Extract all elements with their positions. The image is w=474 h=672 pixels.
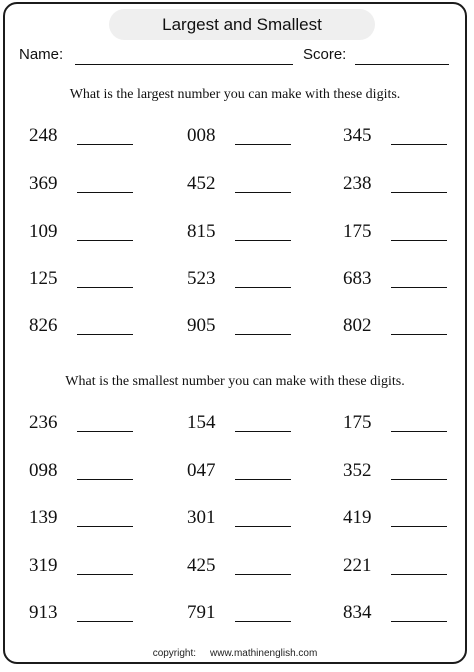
answer-line (77, 287, 133, 288)
digit-number: 352 (343, 460, 372, 481)
answer-line (391, 334, 447, 335)
answer-line (391, 287, 447, 288)
digit-number: 791 (187, 602, 216, 623)
problem-row (5, 411, 465, 435)
answer-line (77, 334, 133, 335)
digit-number: 098 (29, 460, 58, 481)
answer-line (235, 192, 291, 193)
answer-line (391, 240, 447, 241)
digit-number: 452 (187, 173, 216, 194)
digit-number: 139 (29, 507, 58, 528)
digit-number: 301 (187, 507, 216, 528)
answer-line (391, 479, 447, 480)
answer-line (391, 574, 447, 575)
largest-instruction: What is the largest number you can make with these digits. (69, 87, 401, 102)
problem-row (5, 601, 465, 625)
answer-line (235, 479, 291, 480)
answer-line (391, 144, 447, 145)
problem-row (5, 554, 465, 578)
answer-line (77, 144, 133, 145)
worksheet-title: Largest and Smallest (109, 9, 375, 40)
answer-line (235, 287, 291, 288)
problem-row (5, 459, 465, 483)
digit-number: 913 (29, 602, 58, 623)
digit-number: 008 (187, 125, 216, 146)
problem-row (5, 314, 465, 338)
answer-line (235, 526, 291, 527)
digit-number: 369 (29, 173, 58, 194)
problem-row (5, 267, 465, 291)
answer-line (391, 192, 447, 193)
answer-line (391, 526, 447, 527)
digit-number: 834 (343, 602, 372, 623)
digit-number: 154 (187, 412, 216, 433)
digit-number: 175 (343, 221, 372, 242)
score-blank-line (355, 64, 449, 65)
answer-line (77, 621, 133, 622)
digit-number: 238 (343, 173, 372, 194)
digit-number: 419 (343, 507, 372, 528)
digit-number: 523 (187, 268, 216, 289)
answer-line (391, 431, 447, 432)
digit-number: 345 (343, 125, 372, 146)
digit-number: 047 (187, 460, 216, 481)
answer-line (235, 334, 291, 335)
copyright-label: copyright: (152, 648, 197, 659)
digit-number: 248 (29, 125, 58, 146)
digit-number: 109 (29, 221, 58, 242)
digit-number: 425 (187, 555, 216, 576)
answer-line (77, 431, 133, 432)
digit-number: 815 (187, 221, 216, 242)
digit-number: 236 (29, 412, 58, 433)
answer-line (77, 574, 133, 575)
digit-number: 905 (187, 315, 216, 336)
digit-number: 683 (343, 268, 372, 289)
digit-number: 221 (343, 555, 372, 576)
name-blank-line (75, 64, 293, 65)
copyright-footer (5, 648, 465, 659)
problem-row (5, 172, 465, 196)
answer-line (77, 526, 133, 527)
answer-line (391, 621, 447, 622)
digit-number: 826 (29, 315, 58, 336)
name-score-row (19, 46, 455, 68)
problem-row (5, 220, 465, 244)
digit-number: 175 (343, 412, 372, 433)
problem-row (5, 506, 465, 530)
problem-row (5, 124, 465, 148)
answer-line (235, 574, 291, 575)
answer-line (235, 144, 291, 145)
digit-number: 802 (343, 315, 372, 336)
answer-line (235, 621, 291, 622)
answer-line (77, 479, 133, 480)
digit-number: 125 (29, 268, 58, 289)
copyright-site: www.mathinenglish.com (210, 648, 318, 659)
name-label: Name: (19, 46, 64, 63)
answer-line (77, 240, 133, 241)
digit-number: 319 (29, 555, 58, 576)
answer-line (77, 192, 133, 193)
score-label: Score: (303, 46, 347, 63)
worksheet-page (3, 2, 467, 664)
smallest-instruction: What is the smallest number you can make with these digits. (65, 374, 405, 389)
answer-line (235, 240, 291, 241)
answer-line (235, 431, 291, 432)
